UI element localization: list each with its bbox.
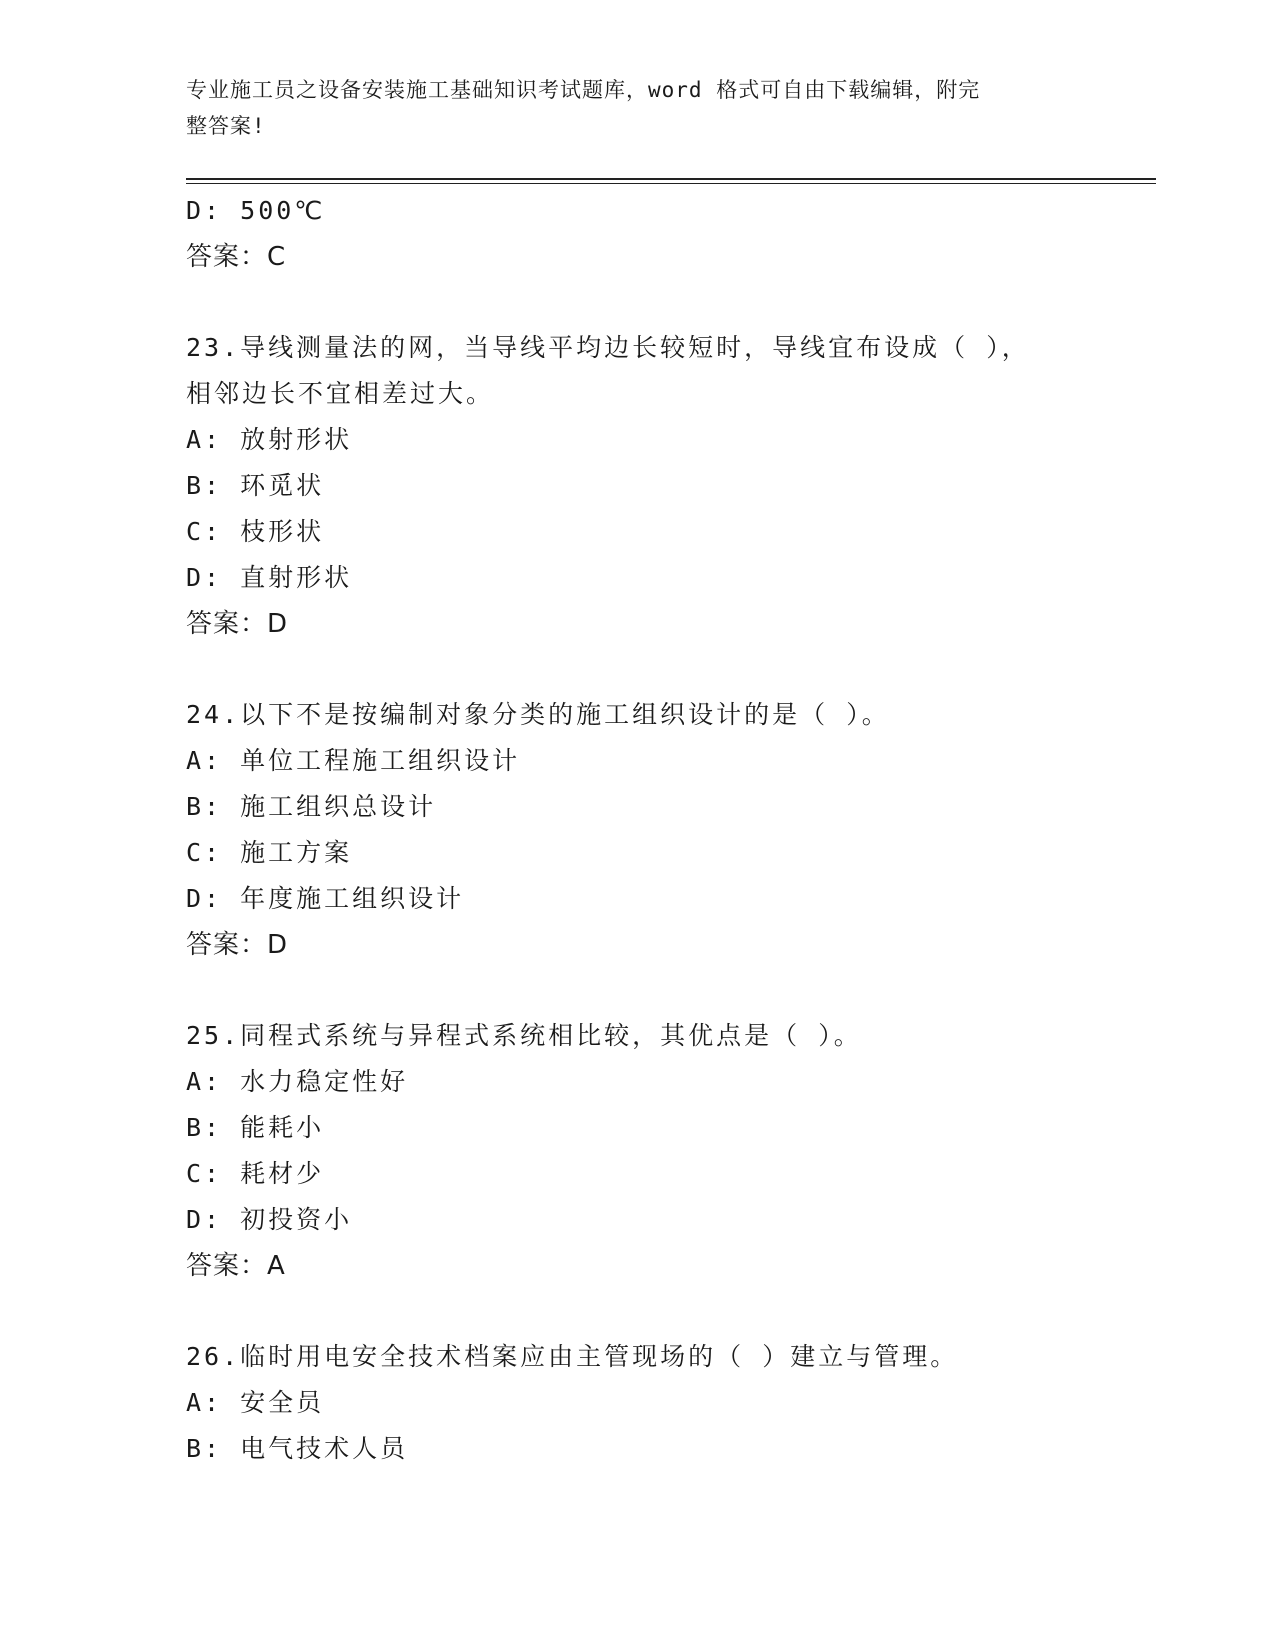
header-line-1: 专业施工员之设备安装施工基础知识考试题库，word 格式可自由下载编辑，附完 (186, 78, 981, 102)
option-d: D: 500℃ (186, 196, 326, 225)
question-text: 25.同程式系统与异程式系统相比较，其优点是（ ）。 (186, 1021, 862, 1050)
option-a: A: 放射形状 (186, 425, 353, 454)
option-a: A: 单位工程施工组织设计 (186, 746, 521, 775)
page-header (186, 72, 1066, 144)
answer: 答案：D (186, 930, 289, 960)
option-c: C: 枝形状 (186, 517, 325, 546)
option-b: B: 能耗小 (186, 1113, 325, 1142)
option-d: D: 直射形状 (186, 563, 353, 592)
header-line-2: 整答案! (186, 114, 266, 138)
option-b: B: 环觅状 (186, 471, 325, 500)
option-d: D: 年度施工组织设计 (186, 884, 465, 913)
header-divider-thin (186, 183, 1156, 184)
answer: 答案：A (186, 1251, 286, 1281)
option-b: B: 电气技术人员 (186, 1434, 409, 1463)
option-b: B: 施工组织总设计 (186, 792, 437, 821)
question-text-continued: 相邻边长不宜相差过大。 (186, 379, 495, 408)
question-23 (186, 325, 1086, 647)
question-text: 24.以下不是按编制对象分类的施工组织设计的是（ ）。 (186, 700, 890, 729)
question-text: 23.导线测量法的网，当导线平均边长较短时，导线宜布设成（ ）， (186, 333, 1030, 362)
option-a: A: 安全员 (186, 1388, 325, 1417)
option-d: D: 初投资小 (186, 1205, 353, 1234)
question-24 (186, 692, 1086, 968)
answer: 答案：C (186, 242, 287, 272)
question-25 (186, 1013, 1086, 1289)
header-divider-thick (186, 178, 1156, 180)
option-c: C: 施工方案 (186, 838, 353, 867)
question-text: 26.临时用电安全技术档案应由主管现场的（ ）建立与管理。 (186, 1342, 959, 1371)
option-a: A: 水力稳定性好 (186, 1067, 409, 1096)
answer: 答案：D (186, 609, 289, 639)
question-content (186, 188, 1086, 1472)
option-c: C: 耗材少 (186, 1159, 325, 1188)
question-26 (186, 1334, 1086, 1472)
